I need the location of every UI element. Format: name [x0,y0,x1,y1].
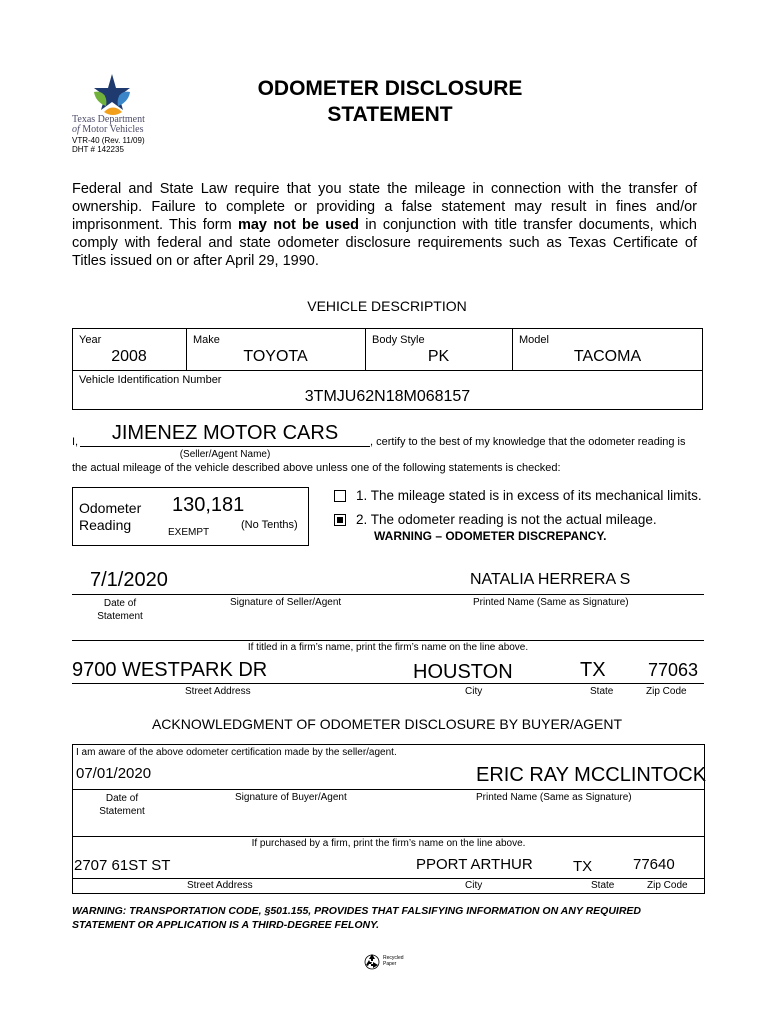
make-value: TOYOTA [243,348,308,365]
seller-agent-name: JIMENEZ MOTOR CARS [111,422,339,444]
title-line2: STATEMENT [327,103,453,126]
seller-firm-caption: If titled in a firm’s name, print the firm’s name on the line above. [247,642,529,653]
body-style-value: PK [427,348,450,365]
recycled-paper-text: Recycled Paper [383,955,404,967]
model-value: TACOMA [573,348,642,365]
form-number: VTR-40 (Rev. 11/09) [72,136,145,145]
buyer-date-value: 07/01/2020 [76,765,152,782]
seller-zip-value: 77063 [648,660,699,680]
buyer-firm-line [72,836,705,837]
title-line1: ODOMETER DISCLOSURE [257,77,523,100]
certify-line2: the actual mileage of the vehicle described above unless one of the following statements is checked: [72,462,561,474]
recycle-icon [363,952,381,970]
odometer-label-2: Reading [79,517,132,533]
not-actual-mileage-checkbox[interactable] [334,514,346,526]
intro-paragraph: Federal and State Law require that you state the mileage in connection with the transfer of ownership. Failure to complete or providing a false statement may result in fines and/or imprisonment. This form may not be used in conjunction with title transfer documents, which comply with federal and state odometer disclosure requirements such as Texas Certificate of Titles issued on or after April 29, 1990. [72,181,697,269]
seller-address-line [72,683,704,684]
seller-zip-caption: Zip Code [646,686,687,697]
seller-printed-name: NATALIA HERRERA S [470,571,631,588]
buyer-city-value: PPORT ARTHUR [416,856,533,873]
seller-signature-caption: Signature of Seller/Agent [230,597,342,608]
buyer-zip-value: 77640 [633,856,675,873]
seller-city-value: HOUSTON [413,661,513,683]
model-label: Model [519,334,549,346]
vin-label: Vehicle Identification Number [79,374,222,386]
certify-suffix: , certify to the best of my knowledge that the odometer reading is [370,436,686,448]
not-actual-mileage-statement: 2. The odometer reading is not the actual mileage. [356,512,657,527]
odometer-exempt: EXEMPT [168,527,210,538]
seller-street-value: 9700 WESTPARK DR [72,659,268,681]
logo-line1: Texas Department [72,114,145,125]
logo-motor-vehicles: Motor Vehicles [82,124,144,135]
vehicle-row-divider [72,370,703,371]
buyer-printed-name-caption: Printed Name (Same as Signature) [476,792,632,803]
seller-state-caption: State [590,686,614,697]
buyer-city-caption: City [465,880,483,891]
year-value: 2008 [111,348,147,365]
felony-warning: WARNING: TRANSPORTATION CODE, §501.155, PROVIDES THAT FALSIFYING INFORMATION ON ANY REQUIRED STATEMENT OR APPLICATION IS A THIRD-DEGREE FELONY. [72,905,641,931]
buyer-signature-line [72,789,705,790]
seller-name-line [80,446,370,447]
buyer-heading: ACKNOWLEDGMENT OF ODOMETER DISCLOSURE BY BUYER/AGENT [151,716,623,732]
make-label: Make [193,334,220,346]
buyer-street-caption: Street Address [187,880,253,891]
dht-number: DHT # 142235 [72,145,124,154]
seller-printed-name-caption: Printed Name (Same as Signature) [473,597,629,608]
buyer-address-line [72,878,705,879]
buyer-printed-name: ERIC RAY MCCLINTOCK [476,764,707,786]
year-label: Year [79,334,102,346]
mechanical-limits-statement: 1. The mileage stated is in excess of its mechanical limits. [356,488,702,503]
seller-name-caption: (Seller/Agent Name) [179,449,271,460]
buyer-state-value: TX [573,858,593,875]
seller-street-caption: Street Address [185,686,251,697]
buyer-aware-statement: I am aware of the above odometer certification made by the seller/agent. [76,747,397,758]
vehicle-heading: VEHICLE DESCRIPTION [307,298,467,314]
buyer-firm-caption: If purchased by a firm, print the firm’s name on the line above. [251,838,526,849]
page-title [200,76,580,128]
logo-of: of [72,124,80,135]
certify-prefix: I, [72,436,79,448]
seller-city-caption: City [465,686,483,697]
vin-value: 3TMJU62N18M068157 [304,388,471,405]
buyer-state-caption: State [591,880,615,891]
seller-signature-line [72,594,704,595]
body-style-label: Body Style [372,334,425,346]
buyer-date-caption: Date of Statement [99,793,145,817]
buyer-zip-caption: Zip Code [647,880,688,891]
buyer-signature-caption: Signature of Buyer/Agent [235,792,347,803]
seller-state-value: TX [580,659,606,681]
txdmv-star-icon [90,72,134,116]
odometer-reading-value: 130,181 [172,494,245,516]
logo-line2 [72,124,143,135]
recycled-paper-mark [363,952,413,972]
odometer-label-1: Odometer [79,500,142,516]
seller-date-caption: Date of Statement [97,598,143,622]
buyer-street-value: 2707 61ST ST [74,857,171,874]
odometer-discrepancy-warning: WARNING – ODOMETER DISCREPANCY. [374,529,607,543]
intro-emphasis: may not be used [237,217,360,233]
no-tenths-caption: (No Tenths) [241,519,298,531]
seller-date-value: 7/1/2020 [90,569,168,591]
mechanical-limits-checkbox[interactable] [334,490,346,502]
seller-firm-line [72,640,704,641]
